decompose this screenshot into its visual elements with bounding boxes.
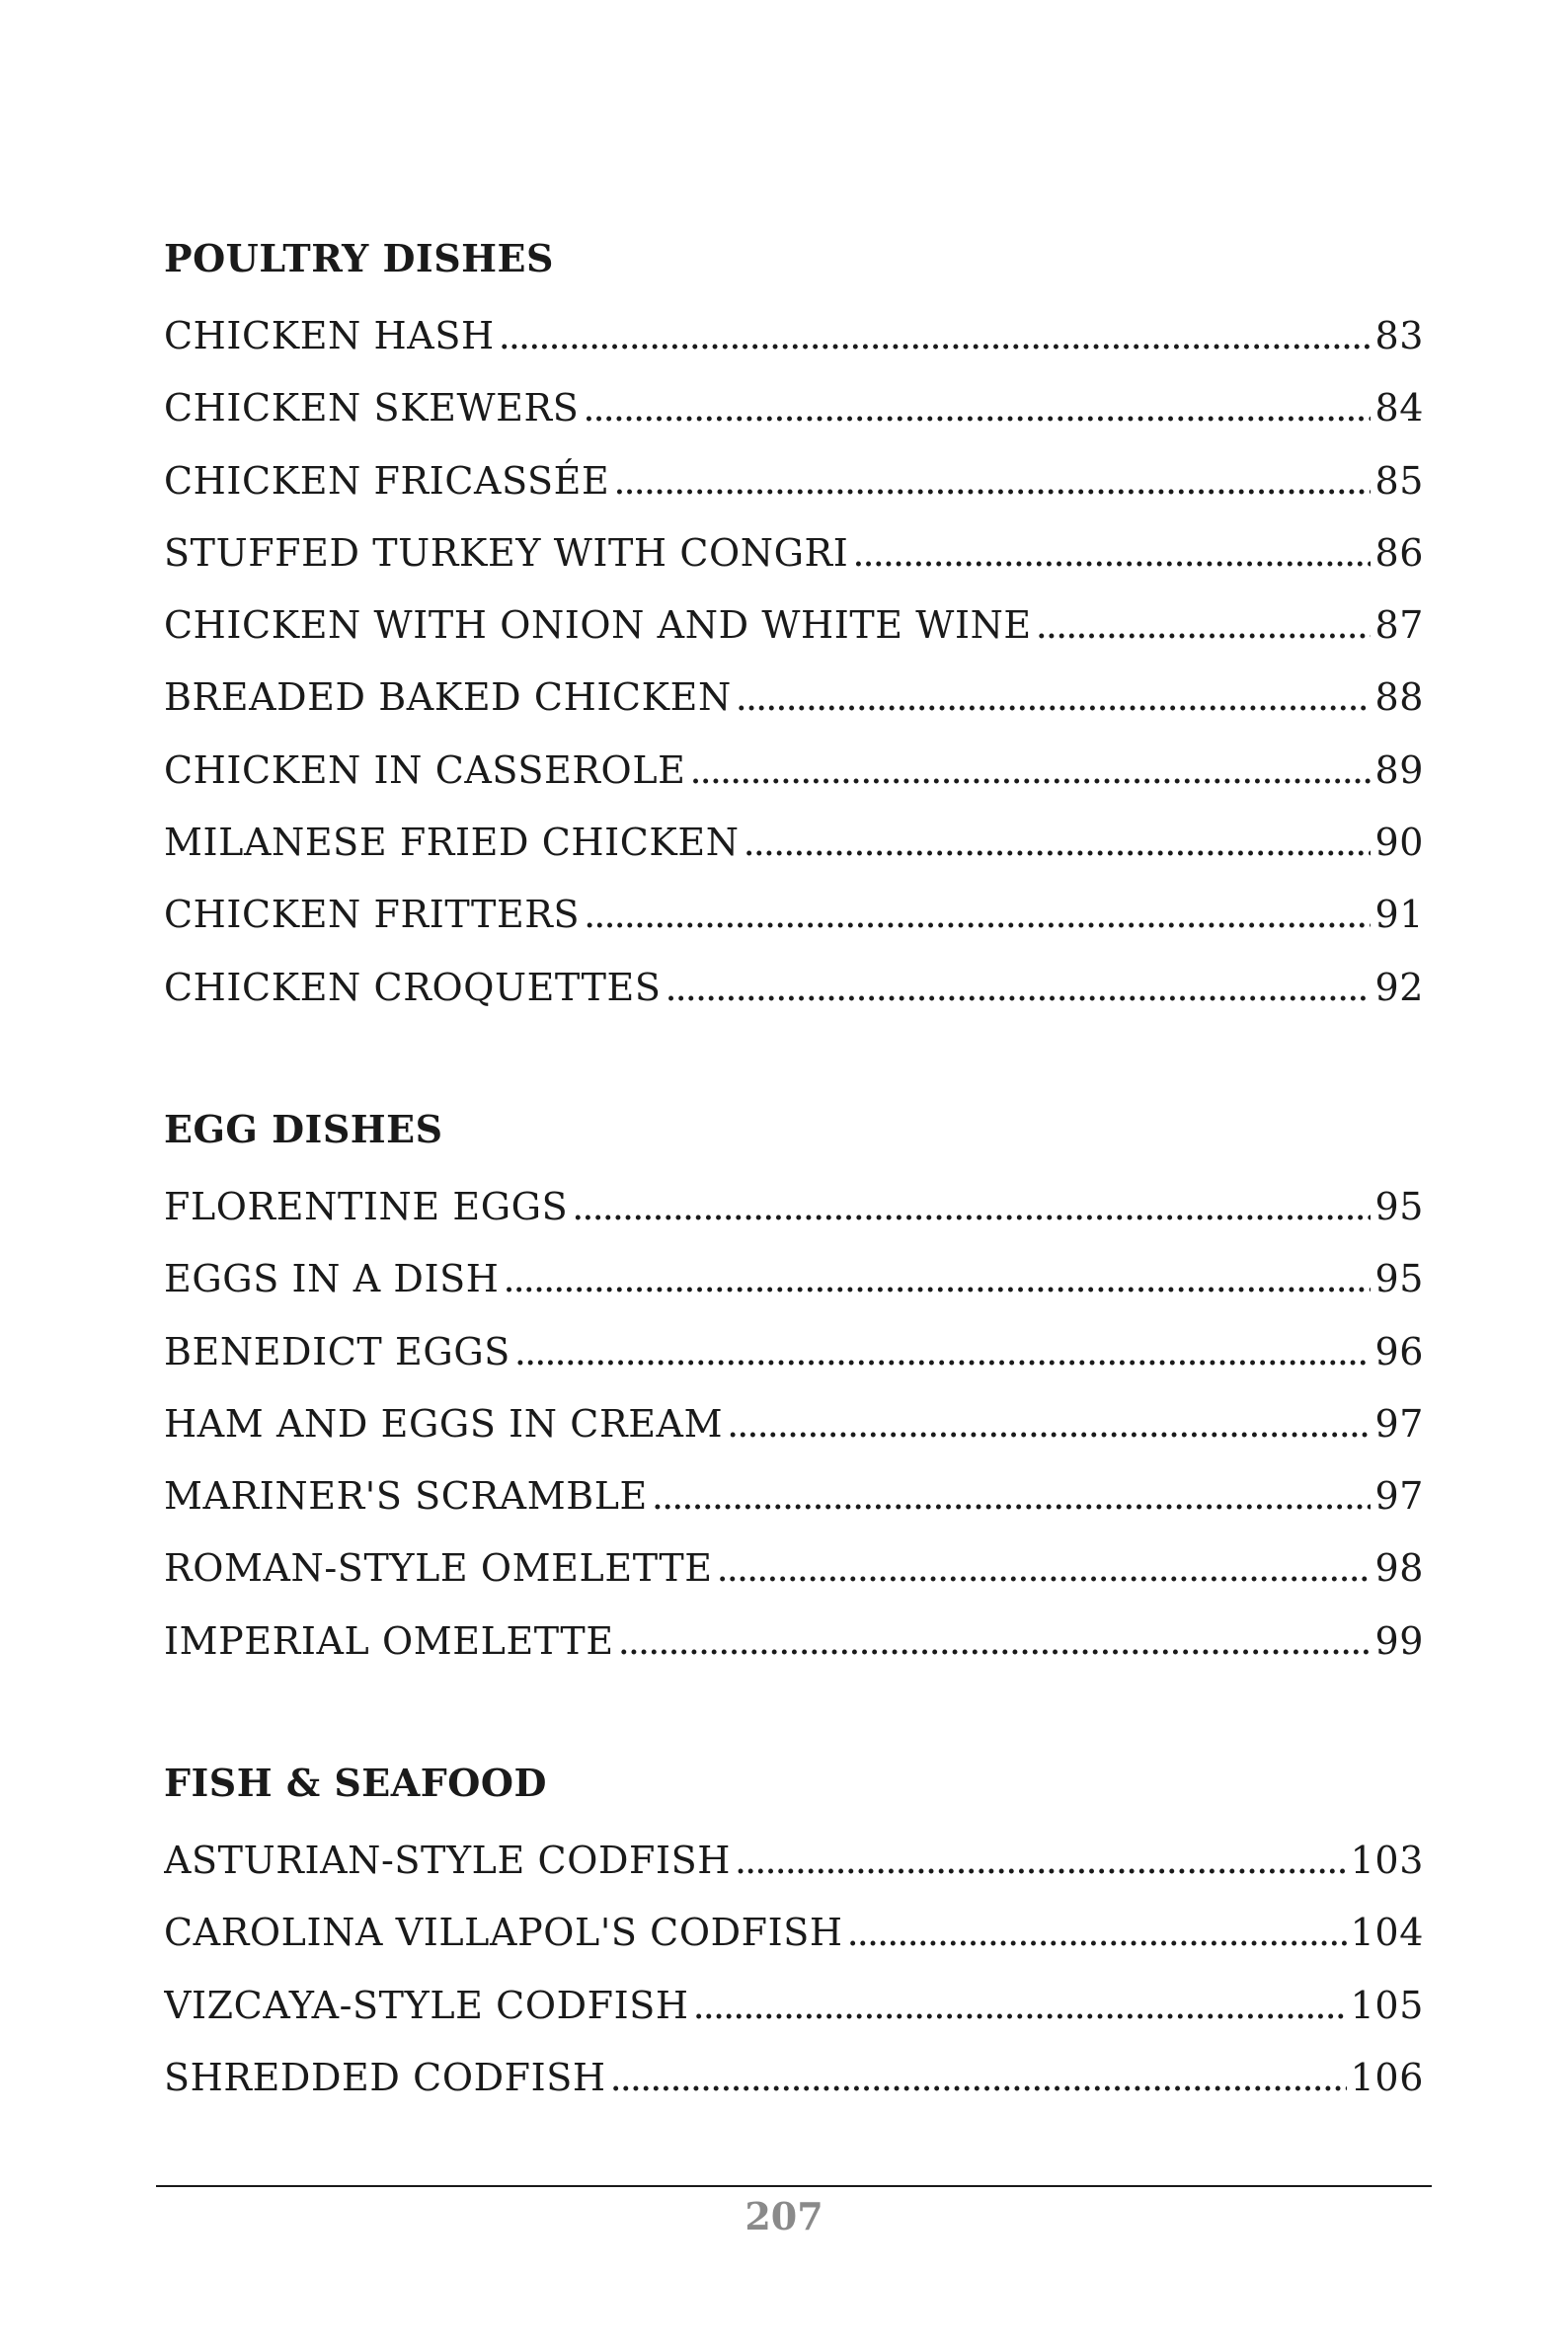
toc-section-eggs	[164, 1100, 1424, 1678]
entry-page-number: 95	[1374, 1257, 1424, 1301]
dot-leader	[665, 952, 1371, 1024]
entry-page-number: 97	[1374, 1401, 1424, 1446]
toc-section-fish	[164, 1754, 1424, 2114]
entry-page-number: 98	[1374, 1546, 1424, 1591]
entry-title: VIZCAYA-STYLE CODFISH	[164, 1983, 689, 2027]
dot-leader	[735, 1825, 1347, 1897]
entry-page-number: 97	[1374, 1474, 1424, 1519]
toc-entry	[164, 1388, 1424, 1460]
entry-page-number: 84	[1374, 386, 1424, 431]
dot-leader	[584, 879, 1371, 951]
section-heading: POULTRY DISHES	[164, 236, 554, 280]
entry-page-number: 90	[1374, 821, 1424, 865]
toc-entry	[164, 300, 1424, 372]
entry-title: FLORENTINE EGGS	[164, 1184, 569, 1228]
toc-entry	[164, 445, 1424, 517]
toc-entry	[164, 807, 1424, 879]
entry-page-number: 92	[1374, 965, 1424, 1009]
entry-page-number: 85	[1374, 458, 1424, 503]
toc-entry	[164, 1897, 1424, 1969]
entry-page-number: 89	[1374, 747, 1424, 792]
dot-leader	[847, 1897, 1347, 1969]
toc-entry	[164, 662, 1424, 734]
dot-leader	[572, 1171, 1371, 1243]
toc-entry	[164, 1606, 1424, 1678]
toc-entry	[164, 372, 1424, 444]
entry-page-number: 95	[1374, 1184, 1424, 1228]
entry-list	[164, 1825, 1424, 2114]
entry-title: CHICKEN IN CASSEROLE	[164, 747, 686, 792]
toc-entry	[164, 879, 1424, 951]
dot-leader	[744, 807, 1372, 879]
entry-title: CAROLINA VILLAPOL'S CODFISH	[164, 1911, 843, 1955]
dot-leader	[610, 2042, 1347, 2114]
toc-entry	[164, 952, 1424, 1024]
entry-title: HAM AND EGGS IN CREAM	[164, 1401, 724, 1446]
toc-entry	[164, 1243, 1424, 1315]
entry-title: CHICKEN FRICASSÉE	[164, 458, 610, 503]
entry-page-number: 86	[1374, 530, 1424, 575]
entry-page-number: 104	[1350, 1911, 1424, 1955]
toc-entry	[164, 1171, 1424, 1243]
entry-page-number: 106	[1350, 2055, 1424, 2099]
dot-leader	[852, 517, 1371, 589]
entry-title: CHICKEN WITH ONION AND WHITE WINE	[164, 603, 1032, 648]
toc-entry	[164, 1825, 1424, 1897]
toc-entry	[164, 735, 1424, 807]
entry-page-number: 88	[1374, 675, 1424, 720]
section-heading: FISH & SEAFOOD	[164, 1761, 547, 1806]
entry-title: CHICKEN CROQUETTES	[164, 965, 662, 1009]
dot-leader	[1036, 589, 1372, 662]
table-of-contents	[164, 229, 1424, 2114]
entry-list	[164, 1171, 1424, 1678]
entry-title: CHICKEN FRITTERS	[164, 893, 581, 937]
entry-title: ASTURIAN-STYLE CODFISH	[164, 1839, 731, 1883]
entry-title: IMPERIAL OMELETTE	[164, 1618, 614, 1663]
entry-title: BENEDICT EGGS	[164, 1329, 510, 1373]
entry-title: SHREDDED CODFISH	[164, 2055, 606, 2099]
entry-title: CHICKEN HASH	[164, 314, 495, 357]
entry-page-number: 103	[1350, 1839, 1424, 1883]
toc-entry	[164, 1460, 1424, 1532]
entry-list	[164, 300, 1424, 1024]
entry-title: MILANESE FRIED CHICKEN	[164, 821, 740, 865]
entry-title: ROMAN-STYLE OMELETTE	[164, 1546, 713, 1591]
dot-leader	[514, 1316, 1372, 1388]
toc-entry	[164, 1316, 1424, 1388]
toc-entry	[164, 1532, 1424, 1605]
dot-leader	[736, 662, 1372, 734]
entry-title: MARINER'S SCRAMBLE	[164, 1474, 648, 1519]
entry-page-number: 99	[1374, 1618, 1424, 1663]
entry-page-number: 105	[1350, 1983, 1424, 2027]
toc-section-poultry	[164, 229, 1424, 1024]
toc-entry	[164, 517, 1424, 589]
entry-page-number: 91	[1374, 893, 1424, 937]
entry-page-number: 83	[1374, 314, 1424, 357]
section-heading: EGG DISHES	[164, 1106, 443, 1151]
dot-leader	[503, 1243, 1371, 1315]
dot-leader	[690, 735, 1372, 807]
dot-leader	[613, 445, 1371, 517]
page-number: 207	[745, 2194, 823, 2238]
dot-leader	[499, 300, 1372, 372]
footer-divider	[156, 2185, 1432, 2187]
dot-leader	[618, 1606, 1372, 1678]
entry-title: STUFFED TURKEY WITH CONGRI	[164, 530, 849, 575]
dot-leader	[652, 1460, 1372, 1532]
entry-title: EGGS IN A DISH	[164, 1257, 500, 1301]
dot-leader	[583, 372, 1371, 444]
entry-page-number: 96	[1374, 1329, 1424, 1373]
entry-title: BREADED BAKED CHICKEN	[164, 675, 732, 720]
entry-title: CHICKEN SKEWERS	[164, 386, 580, 431]
toc-entry	[164, 1970, 1424, 2042]
dot-leader	[727, 1388, 1371, 1460]
toc-entry	[164, 2042, 1424, 2114]
dot-leader	[693, 1970, 1347, 2042]
toc-entry	[164, 589, 1424, 662]
dot-leader	[717, 1532, 1372, 1605]
entry-page-number: 87	[1374, 603, 1424, 648]
